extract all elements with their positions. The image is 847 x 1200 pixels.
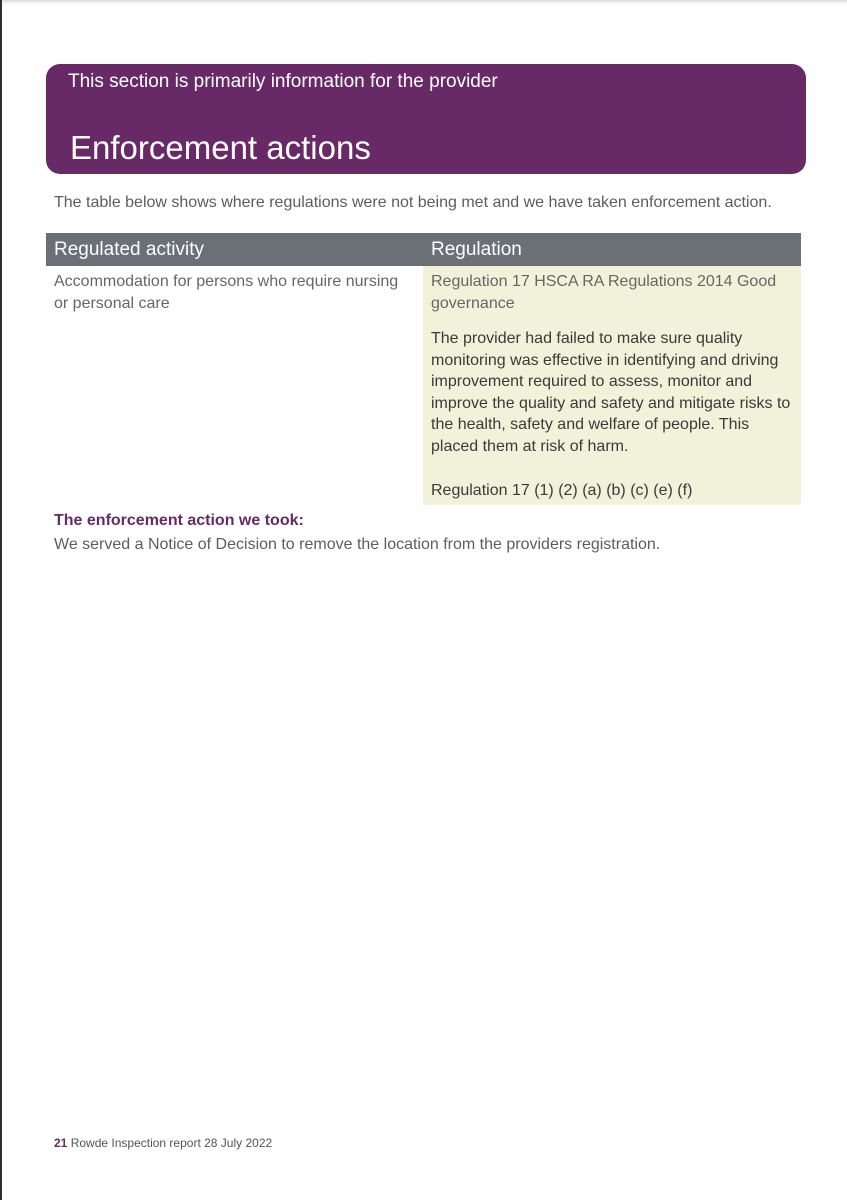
page-title: Enforcement actions xyxy=(70,129,371,166)
enforcement-text: We served a Notice of Decision to remove the location from the providers registration. xyxy=(54,536,661,553)
regulation-reference: Regulation 17 (1) (2) (a) (b) (c) (e) (f) xyxy=(431,481,693,499)
table-header xyxy=(46,233,801,266)
regulation-description: The provider had failed to make sure quality monitoring was effective in identifying and driving improvement required to assess, monitor and improve the quality and safety and mitigate risks to the health, safety and welfare of people. This placed them at risk of harm. xyxy=(431,330,791,455)
intro-text: The table below shows where regulations were not being met and we have taken enforcement action. xyxy=(54,194,772,211)
page-footer xyxy=(54,1135,272,1151)
section-banner xyxy=(46,64,806,174)
footer-report-label: Rowde Inspection report 28 July 2022 xyxy=(70,1136,273,1150)
header-regulated-activity: Regulated activity xyxy=(54,239,204,260)
page-top-edge xyxy=(2,0,847,4)
page-number: 21 xyxy=(54,1136,68,1150)
header-regulation: Regulation xyxy=(431,239,522,260)
regulation-cell xyxy=(423,266,801,505)
enforcement-heading: The enforcement action we took: xyxy=(54,512,304,529)
banner-subtitle: This section is primarily information for the provider xyxy=(68,71,498,92)
regulation-title: Regulation 17 HSCA RA Regulations 2014 Good governance xyxy=(431,273,777,312)
enforcement-table xyxy=(46,233,801,505)
regulated-activity-cell: Accommodation for persons who require nursing or personal care xyxy=(54,273,399,312)
table-row xyxy=(46,266,801,505)
